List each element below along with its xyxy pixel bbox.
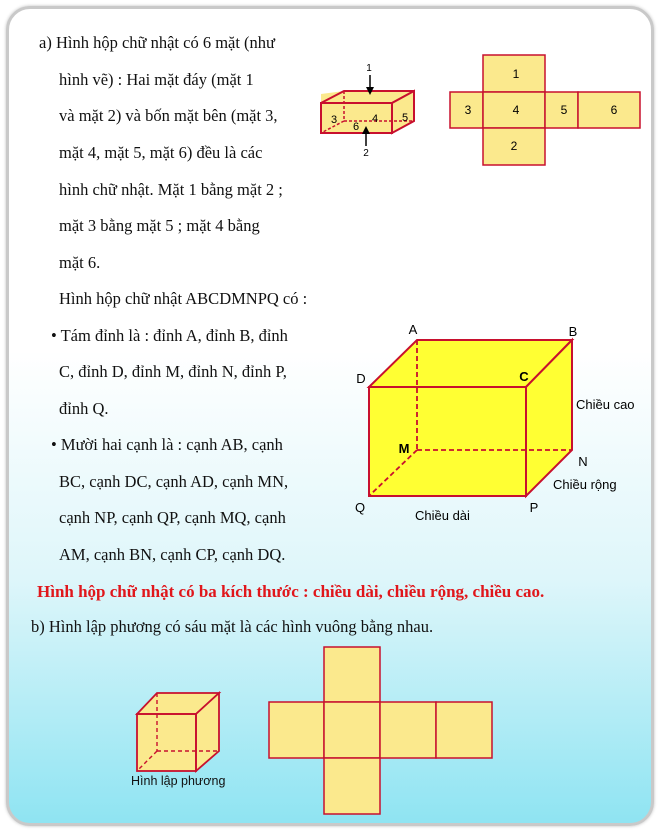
small-box-face-label: 6 [352, 121, 360, 133]
vertices-line-1: • Tám đỉnh là : đỉnh A, đỉnh B, đỉnh [51, 326, 288, 345]
net-label: 1 [512, 67, 520, 81]
small-box-face-label: 5 [401, 112, 409, 124]
text-line-a4: mặt 4, mặt 5, mặt 6) đều là các [59, 143, 263, 162]
vertex-label-a: A [408, 322, 418, 337]
vertex-label-p: P [529, 500, 539, 515]
text-line-a5: hình chữ nhật. Mặt 1 bằng mặt 2 ; [59, 180, 283, 199]
edges-line-2: BC, cạnh DC, cạnh AD, cạnh MN, [59, 472, 289, 491]
vertex-label-b: B [568, 324, 578, 339]
length-label: Chiều dài [415, 508, 470, 523]
cube-caption: Hình lập phương [131, 774, 226, 788]
vertex-label-n: N [578, 454, 588, 469]
labelled-box-figure [343, 309, 653, 529]
arrow-top-label: 1 [366, 63, 372, 74]
cube-net-face [436, 702, 492, 758]
net-label: 4 [512, 103, 520, 117]
edges-line-3: cạnh NP, cạnh QP, cạnh MQ, cạnh [59, 508, 286, 527]
net-label: 2 [510, 139, 518, 153]
cube-net-face [324, 702, 380, 758]
vertex-label-d: D [356, 371, 366, 386]
arrow-bottom-label: 2 [363, 148, 369, 159]
height-label: Chiều cao [576, 397, 635, 412]
edges-line-4: AM, cạnh BN, cạnh CP, cạnh DQ. [59, 545, 286, 564]
small-box-face-label: 4 [371, 113, 379, 125]
text-line-a7: mặt 6. [59, 253, 101, 272]
text-line-a2: hình vẽ) : Hai mặt đáy (mặt 1 [59, 70, 254, 89]
text-line-a1: a) Hình hộp chữ nhật có 6 mặt (như [39, 33, 275, 52]
vertices-line-3: đỉnh Q. [59, 399, 109, 418]
cube-net-face [269, 702, 324, 758]
dimensions-highlight: Hình hộp chữ nhật có ba kích thước : chiều dài, chiều rộng, chiều cao. [37, 582, 545, 601]
cube-figure [133, 689, 233, 769]
cube-net-figure [268, 645, 500, 817]
vertex-label-c: C [519, 369, 529, 384]
small-box-face-label: 3 [330, 114, 338, 126]
vertex-label-m: M [398, 441, 410, 456]
cube-net-face [324, 647, 380, 702]
vertices-line-2: C, đỉnh D, đỉnh M, đỉnh N, đỉnh P, [59, 362, 287, 381]
box-net-figure [446, 53, 646, 168]
text-line-a6: mặt 3 bằng mặt 5 ; mặt 4 bằng [59, 216, 260, 235]
net-label: 3 [464, 103, 472, 117]
cube-net-face [324, 758, 380, 814]
text-line-a3: và mặt 2) và bốn mặt bên (mặt 3, [59, 106, 278, 125]
vertex-label-q: Q [354, 500, 366, 515]
cube-net-face [380, 702, 436, 758]
net-label: 6 [610, 103, 618, 117]
lesson-card [6, 6, 654, 826]
edges-line-1: • Mười hai cạnh là : cạnh AB, cạnh [51, 435, 283, 454]
small-box-figure [311, 53, 421, 159]
width-label: Chiều rộng [553, 477, 617, 492]
box-intro-text: Hình hộp chữ nhật ABCDMNPQ có : [59, 289, 308, 308]
net-face-6 [578, 92, 640, 128]
net-label: 5 [560, 103, 568, 117]
cube-definition-text: b) Hình lập phương có sáu mặt là các hình vuông bằng nhau. [31, 617, 434, 636]
